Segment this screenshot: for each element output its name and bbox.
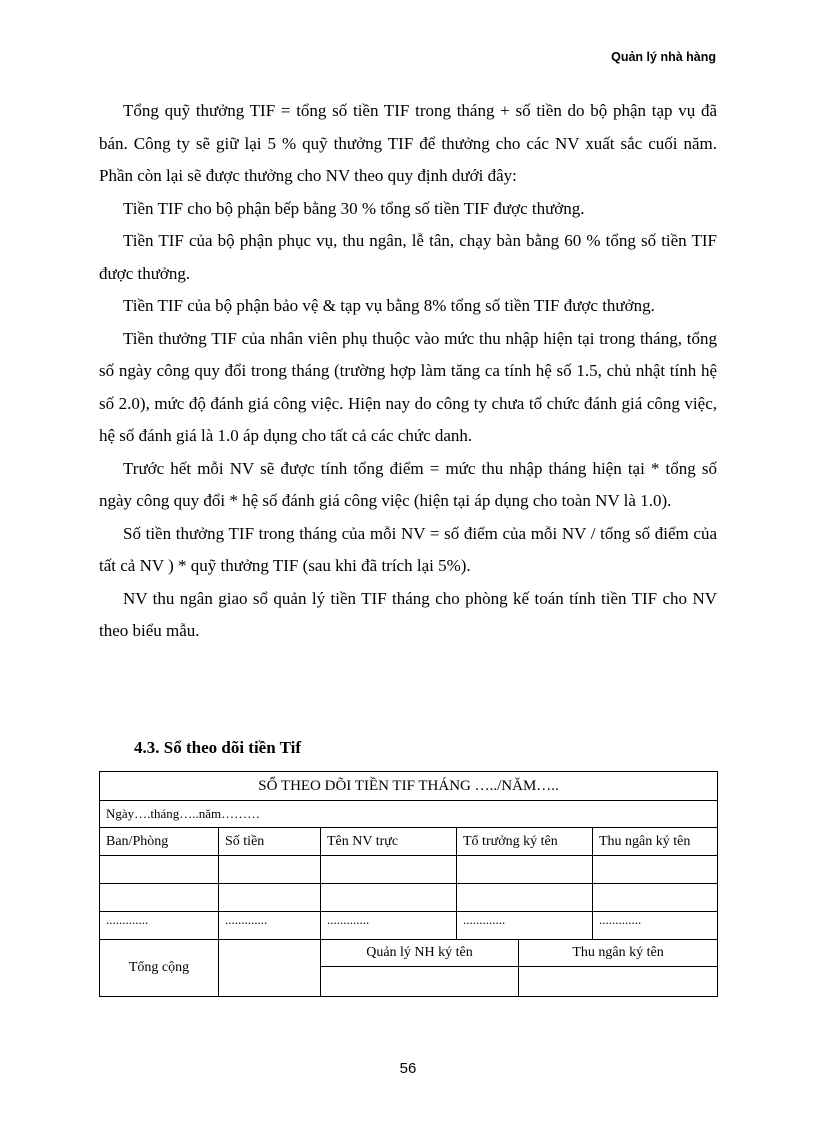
column-header-cashier-signature: Thu ngân ký tên <box>593 828 718 856</box>
dots-cell: ............. <box>219 912 321 940</box>
dots-cell: ............. <box>100 912 219 940</box>
total-label: Tổng cộng <box>100 940 219 997</box>
table-cell <box>219 884 321 912</box>
table-row <box>100 856 718 884</box>
column-header-department: Ban/Phòng <box>100 828 219 856</box>
table-cell <box>100 884 219 912</box>
table-cell <box>593 884 718 912</box>
page-number: 56 <box>399 1060 417 1077</box>
tif-tracking-table <box>99 771 718 997</box>
manager-signature-label: Quản lý NH ký tên <box>321 940 519 967</box>
paragraph: Số tiền thưởng TIF trong tháng của mỗi NV = số điểm của mỗi NV / tổng số điểm của tất cả NV ) * quỹ thưởng TIF (sau khi đã trích lại 5%). <box>99 523 717 575</box>
table-header-row <box>100 828 718 856</box>
paragraph: Tiền thưởng TIF của nhân viên phụ thuộc vào mức thu nhập hiện tại trong tháng, tổng số ngày công quy đổi trong tháng (trường hợp làm tăng ca tính hệ số 1.5, chủ nhật tính hệ số 2.0), mức độ đánh giá công việc. Hiện nay do công ty chưa tổ chức đánh giá công việc, hệ số đánh giá là 1.0 áp dụng cho tất cả các chức danh. <box>99 328 717 445</box>
running-header: Quản lý nhà hàng <box>611 50 716 64</box>
table-row <box>100 884 718 912</box>
table-cell <box>593 856 718 884</box>
table-date-line: Ngày….tháng…..năm……… <box>100 801 718 828</box>
paragraph: Tiền TIF cho bộ phận bếp bằng 30 % tổng số tiền TIF được thưởng. <box>123 198 585 218</box>
table-cell <box>457 856 593 884</box>
manager-signature-space <box>321 967 519 997</box>
paragraph: NV thu ngân giao sổ quản lý tiền TIF tháng cho phòng kế toán tính tiền TIF cho NV theo biểu mẫu. <box>99 588 717 640</box>
cashier-signature-space <box>519 967 718 997</box>
section-heading: 4.3. Sổ theo dõi tiền Tif <box>134 738 302 757</box>
total-amount-cell <box>219 940 321 997</box>
body-text <box>99 95 717 648</box>
table-cell <box>219 856 321 884</box>
dots-cell: ............. <box>321 912 457 940</box>
table-cell <box>321 884 457 912</box>
cashier-signature-label: Thu ngân ký tên <box>519 940 718 967</box>
dots-cell: ............. <box>457 912 593 940</box>
column-header-team-lead-signature: Tổ trưởng ký tên <box>457 828 593 856</box>
table-cell <box>457 884 593 912</box>
paragraph: Tiền TIF của bộ phận bảo vệ & tạp vụ bằng 8% tổng số tiền TIF được thưởng. <box>123 296 655 315</box>
paragraph: Tổng quỹ thưởng TIF = tổng số tiền TIF trong tháng + số tiền do bộ phận tạp vụ đã bán. Công ty sẽ giữ lại 5 % quỹ thưởng TIF để thưởng cho các NV xuất sắc cuối năm. Phần còn lại sẽ được thưởng cho NV theo quy định dưới đây: <box>99 101 717 185</box>
paragraph: Trước hết mỗi NV sẽ được tính tổng điểm = mức thu nhập tháng hiện tại * tổng số ngày công quy đổi * hệ số đánh giá công việc (hiện tại áp dụng cho toàn NV là 1.0). <box>99 458 717 510</box>
paragraph: Tiền TIF của bộ phận phục vụ, thu ngân, lễ tân, chạy bàn bằng 60 % tổng số tiền TIF được thưởng. <box>99 231 717 283</box>
table-title: SỔ THEO DÕI TIỀN TIF THÁNG …../NĂM….. <box>100 772 718 801</box>
table-row-dots <box>100 912 718 940</box>
table-cell <box>321 856 457 884</box>
dots-cell: ............. <box>593 912 718 940</box>
table-cell <box>100 856 219 884</box>
column-header-staff-name: Tên NV trực <box>321 828 457 856</box>
column-header-amount: Số tiền <box>219 828 321 856</box>
